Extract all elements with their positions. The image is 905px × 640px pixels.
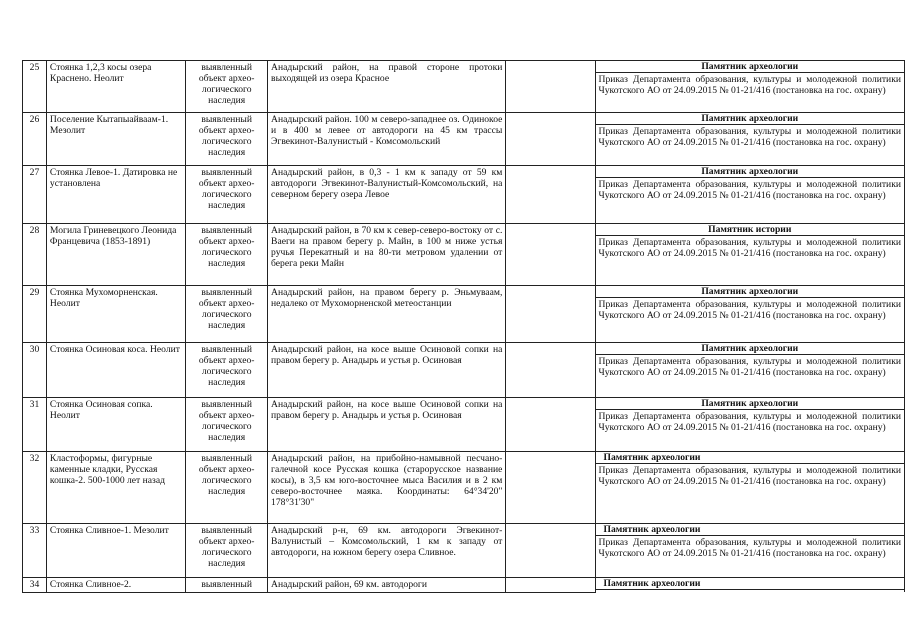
location: Анадырский район. 100 м северо-западнее оз. Одинокое и в 400 м левее от автодороги на 45 км трассы Эгвекинот-Валунистый - Комсомольский: [268, 113, 506, 166]
object-type: выявленный объект архео-логического наследия: [186, 113, 268, 166]
location: Анадырский район, 69 км. автодороги: [268, 578, 506, 593]
monument-name: Стоянка Сливное-2.: [46, 578, 185, 593]
table-row: [23, 578, 905, 593]
empty-cell: [506, 286, 595, 343]
protection-status: Памятник археологии: [596, 524, 904, 536]
protection-status: Памятник археологии: [596, 61, 904, 73]
object-type: выявленный объект архео-логического наследия: [186, 398, 268, 452]
empty-cell: [506, 61, 595, 113]
table-row: [23, 398, 905, 452]
protection-status: Памятник археологии: [596, 166, 904, 178]
table-row: [23, 452, 905, 524]
monument-name: Стоянка 1,2,3 косы озера Краснено. Неолит: [46, 61, 185, 113]
status-cell: [595, 398, 904, 452]
table-row: [23, 524, 905, 578]
monument-name: Кластоформы, фигурные каменные кладки, Русская кошка-2. 500-1000 лет назад: [46, 452, 185, 524]
protection-status: Памятник археологии: [596, 343, 904, 355]
order-reference: Приказ Департамента образования, культуры и молодежной политики Чукотского АО от 24.09.2015 № 01-21/416 (постановка на гос. охрану): [598, 465, 901, 487]
protection-status: Памятник археологии: [596, 113, 904, 125]
table-row: [23, 343, 905, 398]
object-type: выявленный объект архео-логического наследия: [186, 343, 268, 398]
status-cell: [595, 224, 904, 286]
protection-status: Памятник археологии: [596, 398, 904, 410]
protection-status: Памятник истории: [596, 224, 904, 236]
order-reference: Приказ Департамента образования, культуры и молодежной политики Чукотского АО от 24.09.2015 № 01-21/416 (постановка на гос. охрану): [598, 237, 901, 259]
row-number: 29: [23, 286, 47, 343]
row-number: 31: [23, 398, 47, 452]
row-number: 25: [23, 61, 47, 113]
order-reference: Приказ Департамента образования, культуры и молодежной политики Чукотского АО от 24.09.2015 № 01-21/416 (постановка на гос. охрану): [598, 179, 901, 201]
row-number: 27: [23, 166, 47, 224]
row-number: 30: [23, 343, 47, 398]
empty-cell: [506, 524, 595, 578]
monument-name: Стоянка Сливное-1. Мезолит: [46, 524, 185, 578]
status-cell: [595, 578, 904, 593]
object-type: выявленный объект архео-логического наследия: [186, 166, 268, 224]
protection-status: Памятник археологии: [596, 578, 904, 590]
table-row: [23, 286, 905, 343]
empty-cell: [506, 398, 595, 452]
monument-name: Стоянка Осиновая сопка. Неолит: [46, 398, 185, 452]
status-cell: [595, 524, 904, 578]
monument-name: Поселение Кытапыайваам-1. Мезолит: [46, 113, 185, 166]
monument-name: Стоянка Осиновая коса. Неолит: [46, 343, 185, 398]
order-reference: Приказ Департамента образования, культуры и молодежной политики Чукотского АО от 24.09.2015 № 01-21/416 (постановка на гос. охрану): [598, 537, 901, 559]
order-reference: Приказ Департамента образования, культуры и молодежной политики Чукотского АО от 24.09.2015 № 01-21/416 (постановка на гос. охрану): [598, 74, 901, 96]
row-number: 26: [23, 113, 47, 166]
order-reference: Приказ Департамента образования, культуры и молодежной политики Чукотского АО от 24.09.2015 № 01-21/416 (постановка на гос. охрану): [598, 356, 901, 378]
empty-cell: [506, 452, 595, 524]
status-cell: [595, 452, 904, 524]
object-type: выявленный: [186, 578, 268, 593]
location: Анадырский район, на правом берегу р. Эньмуваам, недалеко от Мухоморненской метеостанции: [268, 286, 506, 343]
status-cell: [595, 166, 904, 224]
row-number: 28: [23, 224, 47, 286]
table-row: [23, 113, 905, 166]
location: Анадырский р-н, 69 км. автодороги Эгвекинот-Валунистый – Комсомольский, 1 км к западу от автодороги, на южном берегу озера Сливное.: [268, 524, 506, 578]
location: Анадырский район, на правой стороне протоки выходящей из озера Красное: [268, 61, 506, 113]
order-reference: Приказ Департамента образования, культуры и молодежной политики Чукотского АО от 24.09.2015 № 01-21/416 (постановка на гос. охрану): [598, 126, 901, 148]
protection-status: Памятник археологии: [596, 286, 904, 298]
row-number: 33: [23, 524, 47, 578]
location: Анадырский район, в 0,3 - 1 км к западу от 59 км автодороги Эгвекинот-Валунистый-Комсомольский, на северном берегу озера Левое: [268, 166, 506, 224]
monuments-table: [22, 60, 905, 593]
table-row: [23, 224, 905, 286]
location: Анадырский район, на косе выше Осиновой сопки на правом берегу р. Анадырь и устья р. Осиновая: [268, 343, 506, 398]
object-type: выявленный объект архео-логического наследия: [186, 452, 268, 524]
monument-name: Стоянка Мухоморненская. Неолит: [46, 286, 185, 343]
monument-name: Могила Гриневецкого Леонида Францевича (1853-1891): [46, 224, 185, 286]
status-cell: [595, 113, 904, 166]
table-row: [23, 166, 905, 224]
empty-cell: [506, 578, 595, 593]
empty-cell: [506, 224, 595, 286]
status-cell: [595, 61, 904, 113]
empty-cell: [506, 113, 595, 166]
table-row: [23, 61, 905, 113]
order-reference: Приказ Департамента образования, культуры и молодежной политики Чукотского АО от 24.09.2015 № 01-21/416 (постановка на гос. охрану): [598, 299, 901, 321]
row-number: 34: [23, 578, 47, 593]
protection-status: Памятник археологии: [596, 452, 904, 464]
empty-cell: [506, 343, 595, 398]
status-cell: [595, 286, 904, 343]
monument-name: Стоянка Левое-1. Датировка не установлена: [46, 166, 185, 224]
location: Анадырский район, в 70 км к север-северо-востоку от с. Ваеги на правом берегу р. Майн, в 100 м ниже устья ручья Перекатный и на 80-ти метровом удалении от берега реки Майн: [268, 224, 506, 286]
location: Анадырский район, на косе выше Осиновой сопки на правом берегу р. Анадырь и устья р. Осиновая: [268, 398, 506, 452]
order-reference: Приказ Департамента образования, культуры и молодежной политики Чукотского АО от 24.09.2015 № 01-21/416 (постановка на гос. охрану): [598, 411, 901, 433]
location: Анадырский район, на прибойно-намывной песчано-галечной косе Русская кошка (старорусское название косы), в 3,5 км юго-восточнее мыса Василия и в 2 км северо-восточнее маяка. Координаты: 64°34'20" 178°31'30": [268, 452, 506, 524]
empty-cell: [506, 166, 595, 224]
row-number: 32: [23, 452, 47, 524]
object-type: выявленный объект архео-логического наследия: [186, 524, 268, 578]
status-cell: [595, 343, 904, 398]
object-type: выявленный объект архео-логического наследия: [186, 286, 268, 343]
object-type: выявленный объект архео-логического наследия: [186, 224, 268, 286]
object-type: выявленный объект архео-логического наследия: [186, 61, 268, 113]
